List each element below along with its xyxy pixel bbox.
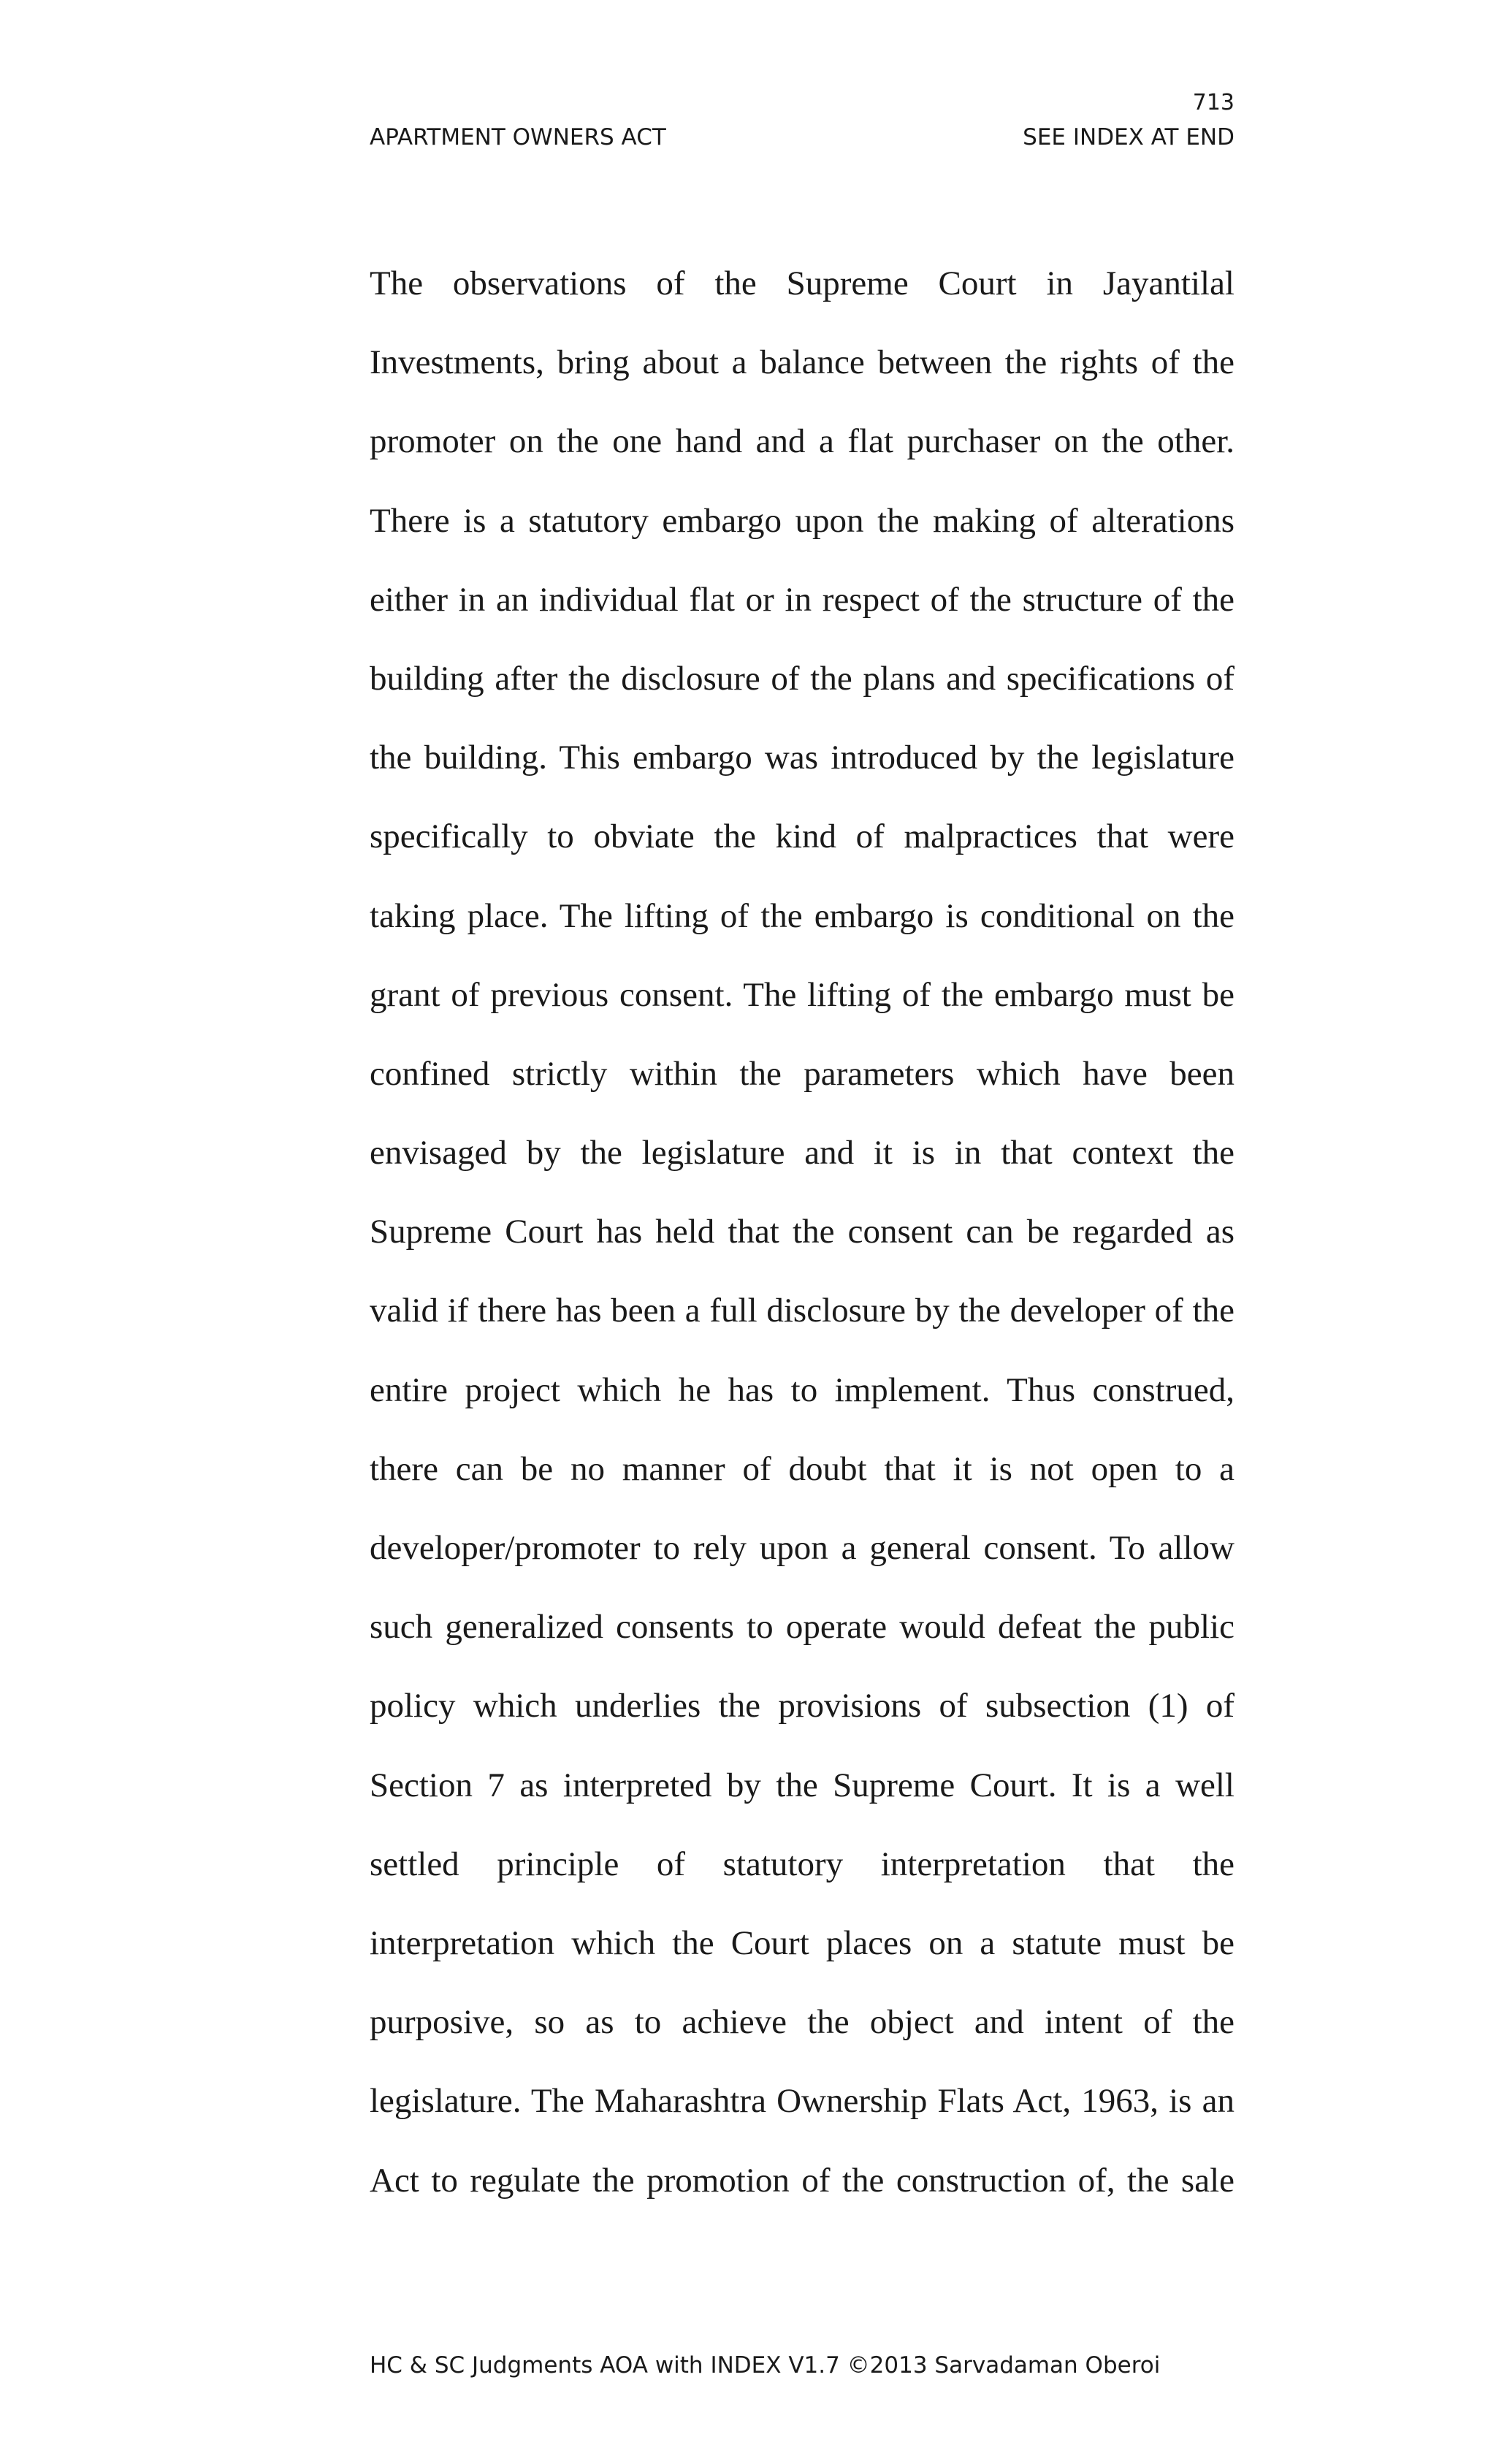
body-line: there can be no manner of doubt that it is not open to a xyxy=(370,1449,1234,1488)
page-number: 713 xyxy=(1192,90,1234,115)
body-line: specifically to obviate the kind of malpractices that were xyxy=(370,817,1234,856)
body-line: building after the disclosure of the plans and specifications of xyxy=(370,659,1234,698)
body-line: taking place. The lifting of the embargo is conditional on the xyxy=(370,896,1234,935)
body-line: the building. This embargo was introduced by the legislature xyxy=(370,739,1234,777)
body-line: grant of previous consent. The lifting of the embargo must be xyxy=(370,975,1234,1014)
body-line: The observations of the Supreme Court in Jayantilal xyxy=(370,264,1234,302)
body-line: developer/promoter to rely upon a general consent. To allow xyxy=(370,1529,1234,1567)
running-header xyxy=(370,123,1234,152)
page-footer: HC & SC Judgments AOA with INDEX V1.7 ©2013 Sarvadaman Oberoi xyxy=(370,2352,1161,2379)
body-line: Section 7 as interpreted by the Supreme Court. It is a well xyxy=(370,1766,1234,1804)
header-index-note: SEE INDEX AT END xyxy=(1023,124,1234,150)
body-text xyxy=(370,259,1234,2235)
body-line: envisaged by the legislature and it is in that context the xyxy=(370,1134,1234,1172)
body-line: either in an individual flat or in respect of the structure of the xyxy=(370,580,1234,619)
body-line: legislature. The Maharashtra Ownership Flats Act, 1963, is an xyxy=(370,2082,1234,2121)
body-line: promoter on the one hand and a flat purchaser on the other. xyxy=(370,422,1234,461)
header-title: APARTMENT OWNERS ACT xyxy=(370,124,666,150)
body-line: interpretation which the Court places on a statute must be xyxy=(370,1923,1234,1962)
body-line: Act to regulate the promotion of the construction of, the sale xyxy=(370,2161,1234,2200)
body-line: confined strictly within the parameters which have been xyxy=(370,1054,1234,1093)
body-line: such generalized consents to operate would defeat the public xyxy=(370,1608,1234,1647)
body-line: entire project which he has to implement. Thus construed, xyxy=(370,1370,1234,1409)
body-line: policy which underlies the provisions of subsection (1) of xyxy=(370,1687,1234,1725)
body-line: Investments, bring about a balance between the rights of the xyxy=(370,343,1234,382)
body-line: Supreme Court has held that the consent can be regarded as xyxy=(370,1213,1234,1251)
body-line: settled principle of statutory interpretation that the xyxy=(370,1845,1234,1883)
body-line: purposive, so as to achieve the object and intent of the xyxy=(370,2003,1234,2042)
body-line: valid if there has been a full disclosure by the developer of the xyxy=(370,1292,1234,1330)
body-line: There is a statutory embargo upon the making of alterations xyxy=(370,501,1234,540)
